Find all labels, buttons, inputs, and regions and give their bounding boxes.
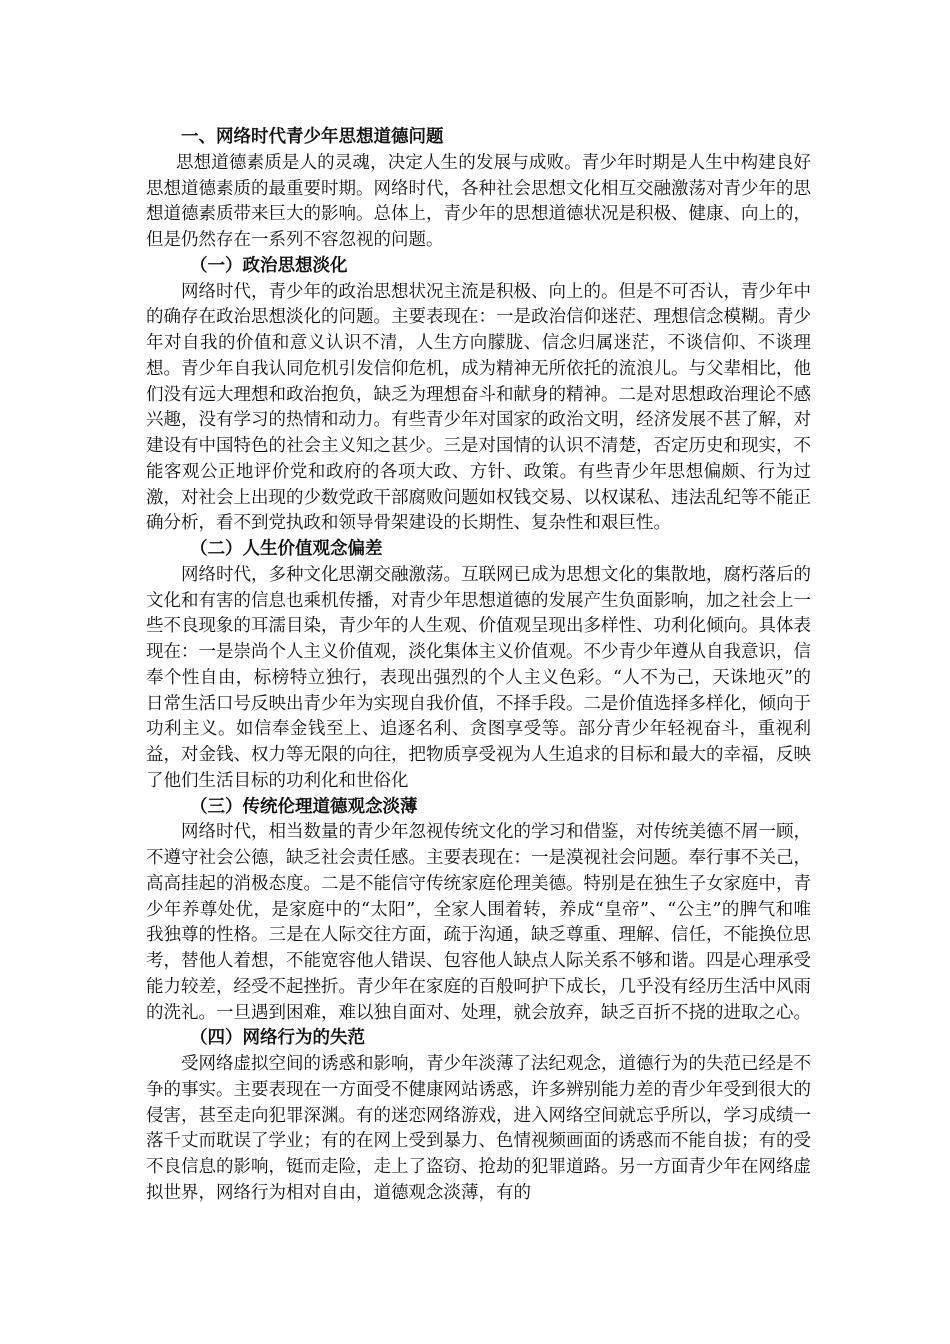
section-body-political: 网络时代，青少年的政治思想状况主流是积极、向上的。但是不可否认，青少年中的确存在政治思想淡化的问题。主要表现在：一是政治信仰迷茫、理想信念模糊。青少年对自我的价值和意义认识不清，人生方向朦胧、信念归属迷茫，不谈信仰、不谈理想。青少年自我认同危机引发信仰危机，成为精神无所依托的流浪儿。与父辈相比，他们没有远大理想和政治抱负，缺乏为理想奋斗和献身的精神。二是对思想政治理论不感兴趣，没有学习的热情和动力。有些青少年对国家的政治文明，经济发展不甚了解，对建设有中国特色的社会主义知之甚少。三是对国情的认识不清楚，否定历史和现实，不能客观公正地评价党和政府的各项大政、方针、政策。有些青少年思想偏颇、行为过激，对社会上出现的少数党政干部腐败问题如权钱交易、以权谋私、违法乱纪等不能正确分析，看不到党执政和领导骨架建设的长期性、复杂性和艰巨性。 xyxy=(146,281,811,534)
section-heading-political: （一）政治思想淡化 xyxy=(190,255,348,276)
document-page xyxy=(146,125,811,1207)
section-body-ethics: 网络时代，相当数量的青少年忽视传统文化的学习和借鉴，对传统美德不屑一顾，不遵守社会公德，缺乏社会责任感。主要表现在：一是漠视社会问题。奉行事不关己，高高挂起的消极态度。二是不能信守传统家庭伦理美德。特别是在独生子女家庭中，青少年养尊处优，是家庭中的“太阳”，全家人围着转，养成“皇帝”、“公主”的脾气和唯我独尊的性格。三是在人际交往方面，疏于沟通，缺乏尊重、理解、信任，不能换位思考，替他人着想，不能宽容他人错误、包容他人缺点人际关系不够和谐。四是心理承受能力较差，经受不起挫折。青少年在家庭的百般呵护下成长，几乎没有经历生活中风雨的洗礼。一旦遇到困难，难以独自面对、处理，就会放弃，缺乏百折不挠的进取之心。 xyxy=(146,822,811,1023)
section-body-values: 网络时代，多种文化思潮交融激荡。互联网已成为思想文化的集散地，腐朽落后的文化和有害的信息也乘机传播，对青少年思想道德的发展产生负面影响，加之社会上一些不良现象的耳濡目染，青少年的人生观、价值观呈现出多样性、功利化倾向。具体表现在：一是崇尚个人主义价值观，淡化集体主义价值观。不少青少年遵从自我意识，信奉个性自由，标榜特立独行，表现出强烈的个人主义色彩。“人不为己，天诛地灭”的日常生活口号反映出青少年为实现自我价值，不择手段。二是价值选择多样化，倾向于功利主义。如信奉金钱至上、追逐名利、贪图享受等。部分青少年轻视奋斗，重视利益，对金钱、权力等无限的向往，把物质享受视为人生追求的目标和最大的幸福，反映了他们生活目标的功利化和世俗化 xyxy=(146,564,811,791)
intro-paragraph: 思想道德素质是人的灵魂，决定人生的发展与成败。青少年时期是人生中构建良好思想道德素质的最重要时期。网络时代，各种社会思想文化相互交融激荡对青少年的思想道德素质带来巨大的影响。总体上，青少年的思想道德状况是积极、健康、向上的，但是仍然存在一系列不容忽视的问题。 xyxy=(146,152,811,250)
section-heading-values: （二）人生价值观念偏差 xyxy=(190,539,383,559)
section-heading-network: （四）网络行为的失范 xyxy=(190,1028,365,1049)
section-body-network: 受网络虚拟空间的诱惑和影响，青少年淡薄了法纪观念，道德行为的失范已经是不争的事实。主要表现在一方面受不健康网站诱惑，许多辨别能力差的青少年受到很大的侵害，甚至走向犯罪深渊。有的迷恋网络游戏，进入网络空间就忘乎所以，学习成绩一落千丈而耽误了学业；有的在网上受到暴力、色情视频画面的诱惑而不能自拔；有的受不良信息的影响，铤而走险，走上了盗窃、抢劫的犯罪道路。另一方面青少年在网络虚拟世界，网络行为相对自由，道德观念淡薄，有的 xyxy=(146,1054,811,1203)
document-title: 一、网络时代青少年思想道德问题 xyxy=(181,127,444,147)
section-heading-ethics: （三）传统伦理道德观念淡薄 xyxy=(190,796,418,817)
